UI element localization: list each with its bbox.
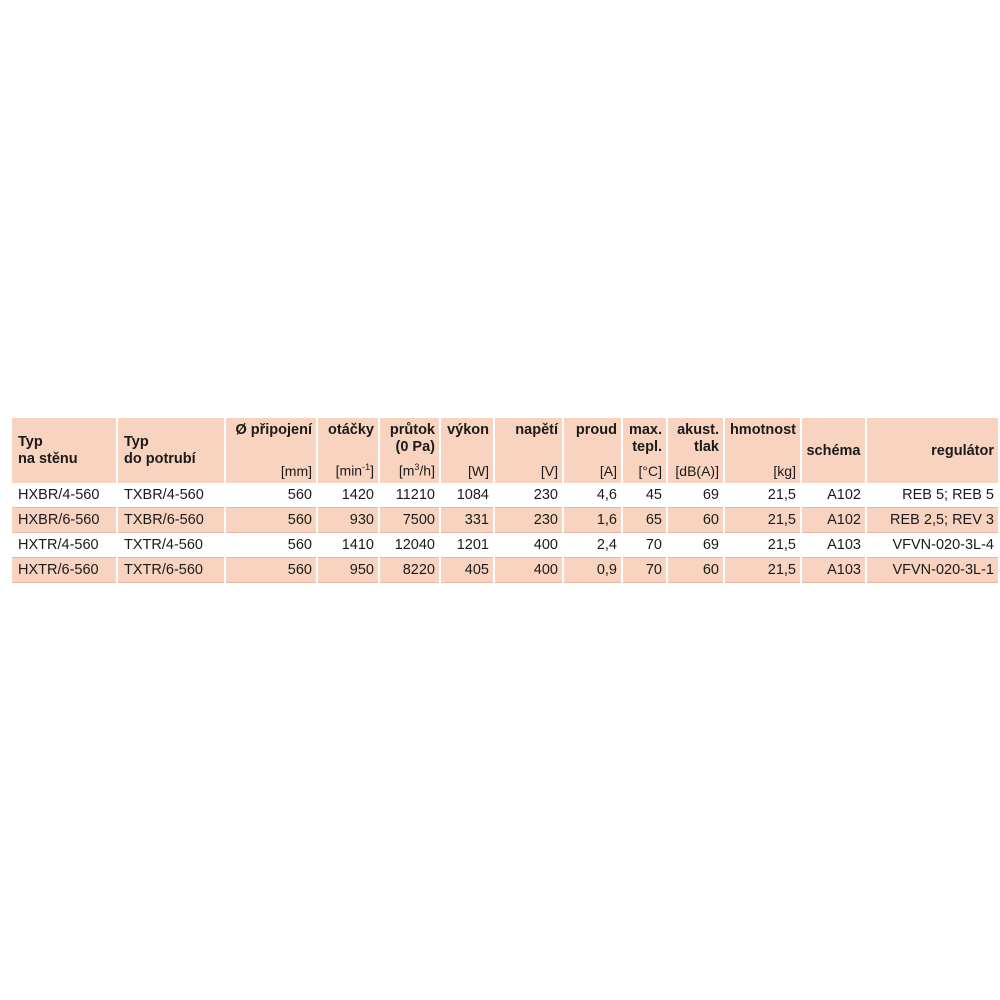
cell-current: 1,6 bbox=[564, 508, 621, 533]
header-noise bbox=[668, 418, 723, 483]
cell-regulator: REB 2,5; REV 3 bbox=[867, 508, 998, 533]
fan-spec-table bbox=[10, 418, 1000, 583]
header-diameter-label: Ø připojení bbox=[235, 422, 312, 438]
cell-scheme: A102 bbox=[802, 508, 865, 533]
header-power bbox=[441, 418, 493, 483]
table-row bbox=[12, 483, 998, 508]
cell-voltage: 400 bbox=[495, 533, 562, 558]
cell-weight: 21,5 bbox=[725, 533, 800, 558]
header-flow bbox=[380, 418, 439, 483]
header-typ-wall-line2: na stěnu bbox=[18, 451, 78, 467]
cell-power: 405 bbox=[441, 558, 493, 583]
cell-diameter: 560 bbox=[226, 508, 316, 533]
cell-temp: 45 bbox=[623, 483, 666, 508]
header-current-unit: [A] bbox=[599, 463, 617, 479]
cell-power: 1201 bbox=[441, 533, 493, 558]
cell-typ-wall: HXBR/4-560 bbox=[12, 483, 116, 508]
table-body bbox=[12, 483, 998, 583]
cell-speed: 1410 bbox=[318, 533, 378, 558]
cell-typ-wall: HXBR/6-560 bbox=[12, 508, 116, 533]
table-row bbox=[12, 533, 998, 558]
header-typ-wall-line1: Typ bbox=[18, 434, 43, 450]
header-diameter bbox=[226, 418, 316, 483]
header-typ-duct bbox=[118, 418, 224, 483]
cell-temp: 70 bbox=[623, 558, 666, 583]
header-temp-unit: [°C] bbox=[638, 463, 662, 479]
cell-regulator: VFVN-020-3L-1 bbox=[867, 558, 998, 583]
header-scheme bbox=[802, 418, 865, 483]
cell-noise: 69 bbox=[668, 483, 723, 508]
cell-typ-duct: TXBR/6-560 bbox=[118, 508, 224, 533]
cell-diameter: 560 bbox=[226, 558, 316, 583]
cell-scheme: A103 bbox=[802, 558, 865, 583]
cell-noise: 60 bbox=[668, 508, 723, 533]
cell-typ-wall: HXTR/6-560 bbox=[12, 558, 116, 583]
cell-power: 1084 bbox=[441, 483, 493, 508]
header-speed-label: otáčky bbox=[328, 422, 374, 438]
header-current bbox=[564, 418, 621, 483]
header-weight-unit: [kg] bbox=[773, 463, 796, 479]
cell-flow: 11210 bbox=[380, 483, 439, 508]
table-row bbox=[12, 558, 998, 583]
header-diameter-unit: [mm] bbox=[280, 463, 312, 479]
header-regulator-label: regulátor bbox=[931, 442, 994, 459]
header-regulator bbox=[867, 418, 998, 483]
cell-scheme: A102 bbox=[802, 483, 865, 508]
header-flow-label: průtok bbox=[389, 422, 435, 438]
cell-regulator: REB 5; REB 5 bbox=[867, 483, 998, 508]
cell-speed: 930 bbox=[318, 508, 378, 533]
cell-typ-wall: HXTR/4-560 bbox=[12, 533, 116, 558]
header-speed bbox=[318, 418, 378, 483]
header-voltage bbox=[495, 418, 562, 483]
cell-voltage: 230 bbox=[495, 483, 562, 508]
fan-spec-table-wrapper bbox=[10, 418, 994, 583]
cell-temp: 70 bbox=[623, 533, 666, 558]
header-noise-label2: tlak bbox=[694, 439, 719, 455]
header-power-unit: [W] bbox=[468, 463, 489, 479]
header-speed-unit: $[\min^{-1}]$ bbox=[335, 462, 374, 479]
cell-weight: 21,5 bbox=[725, 483, 800, 508]
header-voltage-label: napětí bbox=[515, 422, 558, 438]
header-temp-label: max. bbox=[628, 422, 662, 438]
cell-regulator: VFVN-020-3L-4 bbox=[867, 533, 998, 558]
cell-power: 331 bbox=[441, 508, 493, 533]
cell-temp: 65 bbox=[623, 508, 666, 533]
header-temp bbox=[623, 418, 666, 483]
header-voltage-unit: [V] bbox=[540, 463, 558, 479]
header-scheme-label: schéma bbox=[806, 442, 861, 459]
cell-current: 0,9 bbox=[564, 558, 621, 583]
cell-weight: 21,5 bbox=[725, 508, 800, 533]
cell-typ-duct: TXTR/6-560 bbox=[118, 558, 224, 583]
header-typ-duct-line2: do potrubí bbox=[124, 451, 196, 467]
cell-voltage: 230 bbox=[495, 508, 562, 533]
header-current-label: proud bbox=[575, 422, 617, 438]
cell-diameter: 560 bbox=[226, 483, 316, 508]
cell-weight: 21,5 bbox=[725, 558, 800, 583]
cell-noise: 60 bbox=[668, 558, 723, 583]
header-flow-label2: (0 Pa) bbox=[395, 439, 435, 455]
cell-scheme: A103 bbox=[802, 533, 865, 558]
header-weight bbox=[725, 418, 800, 483]
cell-current: 4,6 bbox=[564, 483, 621, 508]
cell-current: 2,4 bbox=[564, 533, 621, 558]
header-noise-label: akust. bbox=[677, 422, 719, 438]
header-flow-unit: $[m^3/h]$ bbox=[398, 462, 435, 479]
cell-diameter: 560 bbox=[226, 533, 316, 558]
cell-flow: 12040 bbox=[380, 533, 439, 558]
header-noise-unit: [dB(A)] bbox=[675, 463, 719, 479]
cell-noise: 69 bbox=[668, 533, 723, 558]
cell-typ-duct: TXBR/4-560 bbox=[118, 483, 224, 508]
header-typ-duct-line1: Typ bbox=[124, 434, 149, 450]
header-row bbox=[12, 418, 998, 483]
cell-speed: 1420 bbox=[318, 483, 378, 508]
cell-flow: 7500 bbox=[380, 508, 439, 533]
cell-typ-duct: TXTR/4-560 bbox=[118, 533, 224, 558]
cell-voltage: 400 bbox=[495, 558, 562, 583]
cell-flow: 8220 bbox=[380, 558, 439, 583]
header-typ-wall bbox=[12, 418, 116, 483]
table-row bbox=[12, 508, 998, 533]
cell-speed: 950 bbox=[318, 558, 378, 583]
header-weight-label: hmotnost bbox=[729, 422, 796, 438]
header-temp-label2: tepl. bbox=[632, 439, 662, 455]
header-power-label: výkon bbox=[447, 422, 489, 438]
